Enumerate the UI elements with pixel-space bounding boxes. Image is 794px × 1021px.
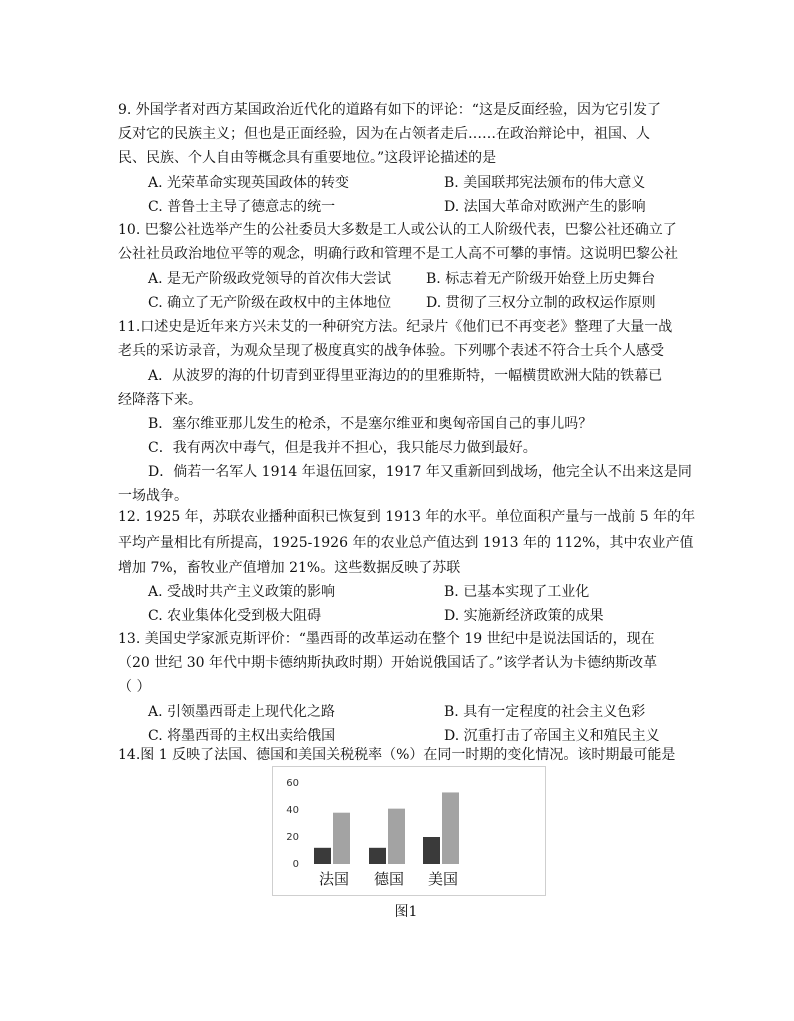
- q9-option-d: D. 法国大革命对欧洲产生的影响: [444, 199, 646, 215]
- q12-option-d: D. 实施新经济政策的成果: [444, 608, 604, 624]
- q13-stem-line-1: 13. 美国史学家派克斯评价：“墨西哥的改革运动在整个 19 世纪中是说法国话的，现在: [118, 631, 655, 647]
- q12-option-a: A. 受战时共产主义政策的影响: [148, 584, 336, 600]
- q10-option-d: D. 贯彻了三权分立制的政权运作原则: [426, 295, 656, 311]
- bar-德国-series-1: [369, 848, 386, 864]
- y-tick-label: 40: [286, 805, 299, 816]
- q13-option-d: D. 沉重打击了帝国主义和殖民主义: [444, 728, 660, 744]
- q12-stem-line-1: 12. 1925 年，苏联农业播种面积已恢复到 1913 年的水平。单位面积产量与一战前 5 年的年: [118, 509, 696, 525]
- q9-stem-line-1: 9. 外国学者对西方某国政治近代化的道路有如下的评论：“这是反面经验，因为它引发了: [118, 102, 661, 118]
- y-tick-label: 60: [286, 778, 299, 789]
- q11-stem-line-1: 11.口述史是近年来方兴未艾的一种研究方法。纪录片《他们已不再变老》整理了大量一战: [118, 319, 673, 335]
- q9-option-c: C. 普鲁士主导了德意志的统一: [148, 199, 336, 215]
- bar-法国-series-1: [314, 848, 331, 864]
- q11-option-b: B．塞尔维亚那儿发生的枪杀，不是塞尔维亚和奥匈帝国自己的事儿吗？: [148, 416, 593, 432]
- y-tick-label: 20: [286, 832, 299, 843]
- x-category-label: 法国: [318, 870, 349, 888]
- q11-option-c: C．我有两次中毒气，但是我并不担心，我只能尽力做到最好。: [148, 440, 537, 456]
- bar-法国-series-2: [333, 813, 350, 864]
- q13-option-b: B. 具有一定程度的社会主义色彩: [444, 704, 646, 720]
- figure-caption: 图1: [394, 904, 418, 920]
- q13-stem-line-3: （ ）: [118, 679, 151, 695]
- q12-option-c: C. 农业集体化受到极大阻碍: [148, 608, 322, 624]
- q10-stem-line-2: 公社社员政治地位平等的观念，明确行政和管理不是工人高不可攀的事情。这说明巴黎公社: [118, 246, 678, 262]
- q11-option-d-line-2: 一场战争。: [118, 488, 188, 504]
- q10-stem-line-1: 10. 巴黎公社选举产生的公社委员大多数是工人或公认的工人阶级代表，巴黎公社还确立了: [118, 222, 677, 238]
- tariff-bar-chart: [272, 766, 546, 896]
- q11-stem-line-2: 老兵的采访录音，为观众呈现了极度真实的战争体验。下列哪个表述不符合士兵个人感受: [118, 343, 664, 359]
- q13-option-c: C. 将墨西哥的主权出卖给俄国: [148, 728, 336, 744]
- q9-stem-line-3: 民、民族、个人自由等概念具有重要地位。”这段评论描述的是: [118, 150, 497, 166]
- q11-option-d-line-1: D．倘若一名军人 1914 年退伍回家，1917 年又重新回到战场，他完全认不出来这是同: [148, 464, 692, 480]
- q10-option-c: C. 确立了无产阶级在政权中的主体地位: [148, 295, 392, 311]
- q12-option-b: B. 已基本实现了工业化: [444, 584, 590, 600]
- bar-德国-series-2: [388, 809, 405, 864]
- q13-stem-line-2: （20 世纪 30 年代中期卡德纳斯执政时期）开始说俄国话了。”该学者认为卡德纳斯改革: [118, 655, 658, 671]
- x-category-label: 德国: [373, 870, 404, 888]
- y-tick-label: 0: [292, 859, 299, 870]
- q11-option-a-line-1: A．从波罗的海的什切青到亚得里亚海边的的里雅斯特，一幅横贯欧洲大陆的铁幕已: [148, 368, 663, 384]
- bar-美国-series-2: [442, 792, 459, 864]
- x-category-label: 美国: [427, 870, 458, 888]
- q12-stem-line-3: 增加 7%，畜牧业产值增加 21%。这些数据反映了苏联: [118, 560, 461, 576]
- q10-option-b: B. 标志着无产阶级开始登上历史舞台: [426, 271, 656, 287]
- bar-美国-series-1: [423, 837, 440, 864]
- q14-stem-line-1: 14.图 1 反映了法国、德国和美国关税税率（%）在同一时期的变化情况。该时期最可能是: [118, 747, 676, 763]
- q10-option-a: A. 是无产阶级政党领导的首次伟大尝试: [148, 271, 392, 287]
- q12-stem-line-2: 平均产量相比有所提高，1925-1926 年的农业总产值达到 1913 年的 112%，其中农业产值: [118, 535, 694, 551]
- q13-option-a: A. 引领墨西哥走上现代化之路: [148, 704, 336, 720]
- q9-option-b: B. 美国联邦宪法颁布的伟大意义: [444, 175, 646, 191]
- q9-stem-line-2: 反对它的民族主义；但也是正面经验，因为在占领者走后……在政治辩论中，祖国、人: [118, 126, 650, 142]
- q11-option-a-line-2: 经降落下来。: [118, 392, 202, 408]
- q9-option-a: A. 光荣革命实现英国政体的转变: [148, 175, 350, 191]
